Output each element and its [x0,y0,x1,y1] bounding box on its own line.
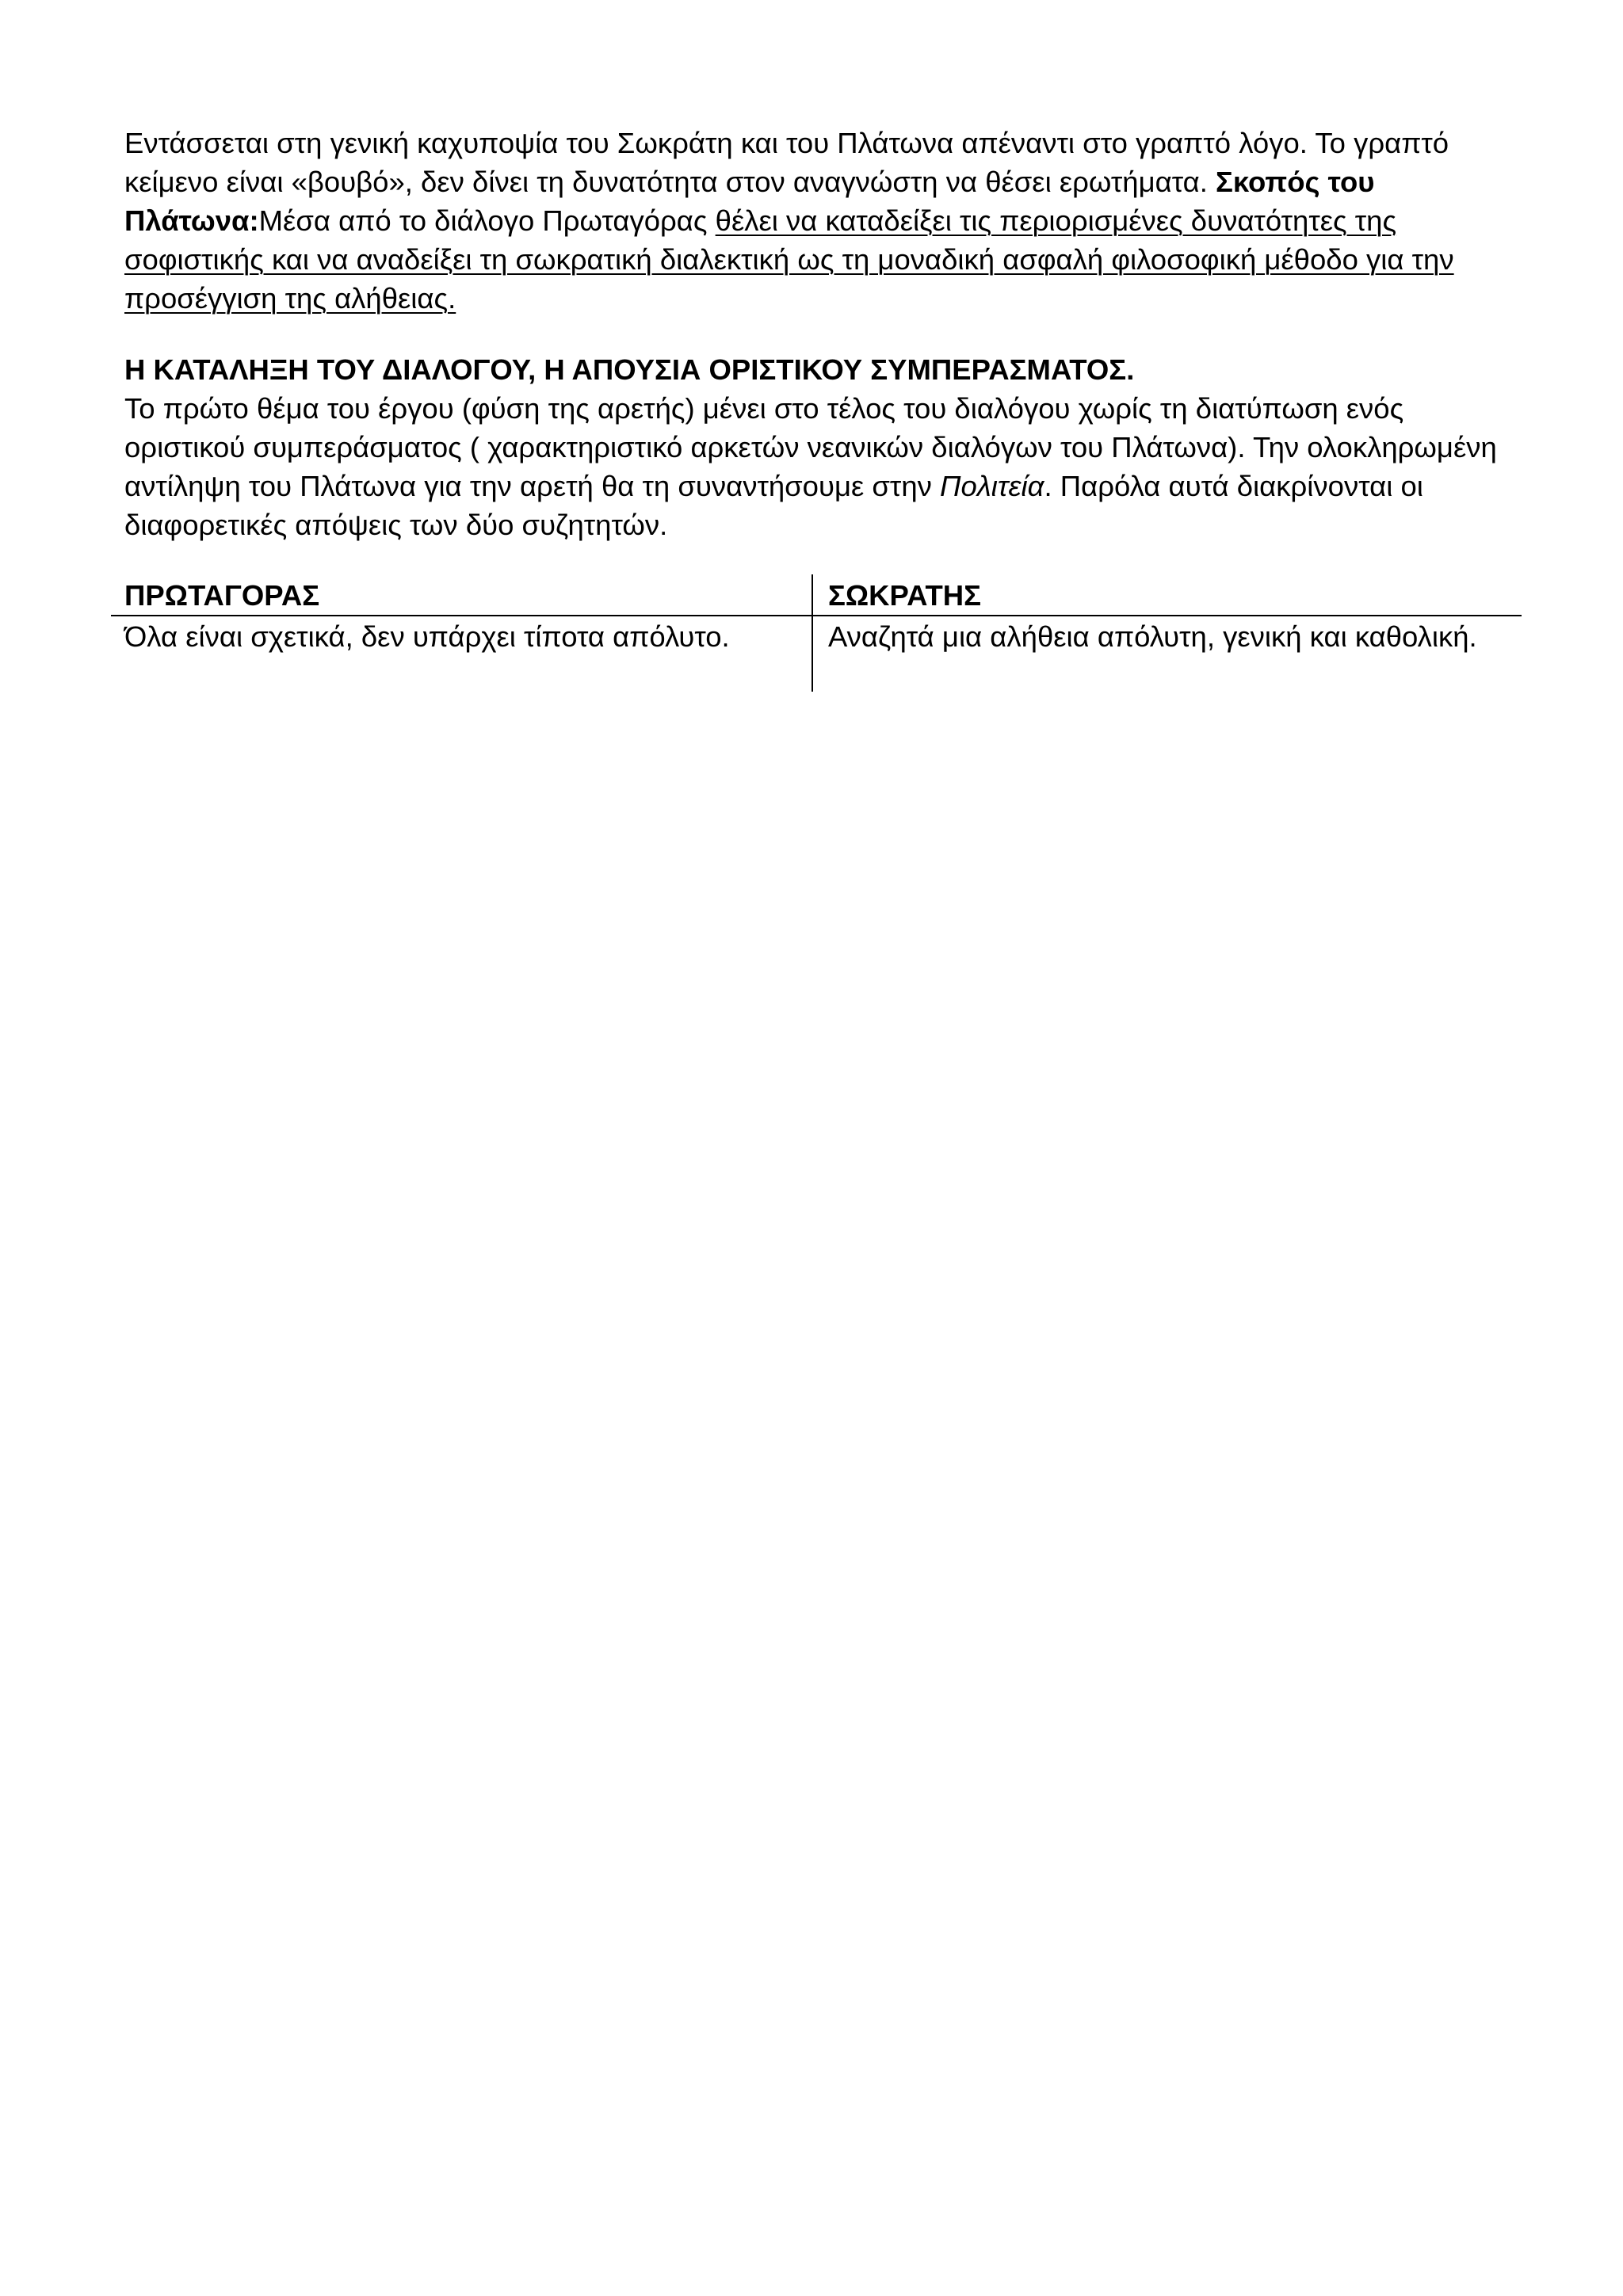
protagoras-view: Όλα είναι σχετικά, δεν υπάρχει τίποτα απόλυτο. [124,620,730,653]
politeia-title: Πολιτεία [940,470,1044,502]
section-body [124,389,1503,544]
intro-paragraph [124,124,1519,318]
header-underline [111,615,1522,616]
protagoras-header: ΠΡΩΤΑΓΟΡΑΣ [124,579,320,612]
purpose-label: Σκοπός του Πλάτωνα: [124,166,1375,237]
section-body-text-1: Το πρώτο θέμα του έργου (φύση της αρετής) μένει στο τέλος του διαλόγου χωρίς τη διατύπωση ενός οριστικού συμπεράσματος ( χαρακτηριστικό αρκετών νεανικών διαλόγων του Πλάτωνα). Την ολοκληρωμένη αντίληψη του Πλάτωνα για την αρετή θα τη συναντήσουμε στην [124,392,1497,502]
socrates-view: Αναζητά μια αλήθεια απόλυτη, γενική και καθολική. [828,620,1477,653]
section-heading: Η ΚΑΤΑΛΗΞΗ ΤΟΥ ΔΙΑΛΟΓΟΥ, Η ΑΠΟΥΣΙΑ ΟΡΙΣΤΙΚΟΥ ΣΥΜΠΕΡΑΣΜΑΤΟΣ. [124,353,1135,386]
purpose-underlined-text: θέλει να καταδείξει τις περιορισμένες δυνατότητες της σοφιστικής και να αναδείξει τη σωκρατική διαλεκτική ως τη μοναδική ασφαλή φιλοσοφική μέθοδο για την προσέγγιση της αλήθειας. [124,204,1454,315]
socrates-header: ΣΩΚΡΑΤΗΣ [828,579,982,612]
intro-text-1: Εντάσσεται στη γενική καχυποψία του Σωκράτη και του Πλάτωνα απέναντι στο γραπτό λόγο. Το γραπτό κείμενο είναι «βουβό», δεν δίνει τη δυνατότητα στον αναγνώστη να θέσει ερωτήματα. [124,127,1449,198]
intro-text-2: Μέσα από το διάλογο Πρωταγόρας [258,204,716,237]
comparison-table [111,574,1522,693]
intro-block [124,124,1519,318]
section-body-text-2: . Παρόλα αυτά διακρίνονται οι διαφορετικές απόψεις των δύο συζητητών. [124,470,1423,541]
column-divider [812,574,813,692]
